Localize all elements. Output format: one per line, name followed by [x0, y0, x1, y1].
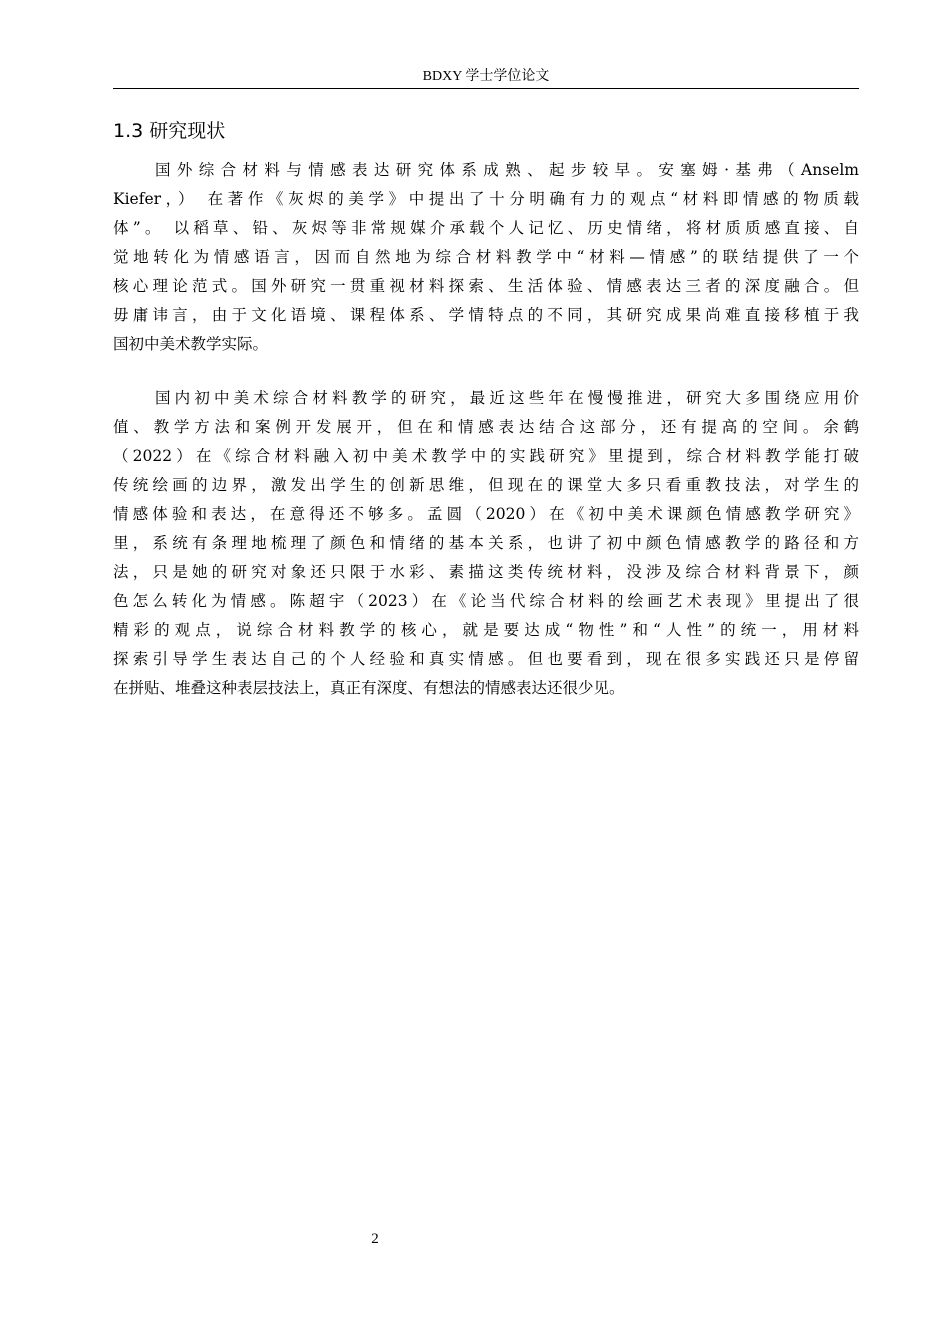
- paragraph-line: 情感体验和表达，在意得还不够多。孟圆（2020）在《初中美术课颜色情感教学研究》: [113, 505, 859, 523]
- paragraph-foreign-research: [113, 156, 859, 359]
- paragraph-line: 体”。 以稻草、铅、灰烬等非常规媒介承载个人记忆、历史情绪，将材质质感直接、自: [113, 219, 859, 237]
- paragraph-line: 传统绘画的边界，激发出学生的创新思维，但现在的课堂大多只看重教技法，对学生的: [113, 476, 859, 494]
- paragraph-line: Kiefer，） 在著作《灰烬的美学》中提出了十分明确有力的观点“材料即情感的物质载: [113, 190, 859, 208]
- paragraph-line: 里，系统有条理地梳理了颜色和情绪的基本关系，也讲了初中颜色情感教学的路径和方: [113, 534, 859, 552]
- paragraph-line: 在拼贴、堆叠这种表层技法上，真正有深度、有想法的情感表达还很少见。: [113, 679, 625, 697]
- header-title: BDXY 学士学位论文: [422, 69, 550, 84]
- paragraph-line: 精彩的观点，说综合材料教学的核心，就是要达成“物性”和“人性”的统一，用材料: [113, 621, 859, 639]
- paragraph-line: 国初中美术教学实际。: [113, 335, 269, 353]
- paragraph-line: 探索引导学生表达自己的个人经验和真实情感。但也要看到，现在很多实践还只是停留: [113, 650, 859, 668]
- paragraph-line: 色怎么转化为情感。陈超宇（2023）在《论当代综合材料的绘画艺术表现》里提出了很: [113, 592, 859, 610]
- paragraph-line: 值、教学方法和案例开发展开，但在和情感表达结合这部分，还有提高的空间。余鹤: [113, 418, 859, 436]
- page-header: [113, 68, 859, 89]
- paragraph-line: 国外综合材料与情感表达研究体系成熟、起步较早。安塞姆·基弗（Anselm: [155, 161, 859, 179]
- paragraph-line: 觉地转化为情感语言，因而自然地为综合材料教学中“材料—情感”的联结提供了一个: [113, 248, 859, 266]
- paragraph-line: 核心理论范式。国外研究一贯重视材料探索、生活体验、情感表达三者的深度融合。但: [113, 277, 859, 295]
- paragraph-line: 法，只是她的研究对象还只限于水彩、素描这类传统材料，没涉及综合材料背景下，颜: [113, 563, 859, 581]
- paragraph-line: （2022）在《综合材料融入初中美术教学中的实践研究》里提到，综合材料教学能打破: [113, 447, 859, 465]
- page-number: 2: [371, 1231, 379, 1247]
- section-heading: 1.3 研究现状: [113, 120, 226, 142]
- paragraph-domestic-research: [113, 384, 859, 703]
- paragraph-line: 毋庸讳言，由于文化语境、课程体系、学情特点的不同，其研究成果尚难直接移植于我: [113, 306, 859, 324]
- paragraph-line: 国内初中美术综合材料教学的研究，最近这些年在慢慢推进，研究大多围绕应用价: [155, 389, 859, 407]
